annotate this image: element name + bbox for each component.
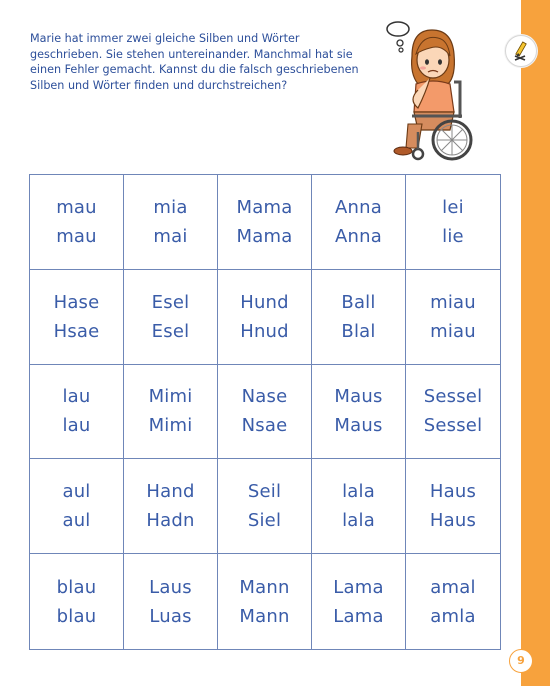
grid-cell <box>406 554 500 649</box>
page-edge-band <box>521 0 550 686</box>
word-bottom[interactable]: Esel <box>151 320 190 342</box>
page-number: 9 <box>509 649 533 673</box>
word-top[interactable]: Mama <box>236 196 293 218</box>
word-top[interactable]: lala <box>342 481 375 503</box>
grid-cell <box>312 365 406 460</box>
word-bottom[interactable]: aul <box>62 510 91 532</box>
task-instructions: Marie hat immer zwei gleiche Silben und Wörter geschrieben. Sie stehen untereinander. Manchmal hat sie einen Fehler gemacht. Kannst du die falsch geschriebenen Silben und Wörter finden und durchstreichen? <box>30 32 359 92</box>
grid-cell <box>312 270 406 365</box>
word-bottom[interactable]: Mimi <box>148 415 193 437</box>
grid-cell <box>30 554 124 649</box>
word-top[interactable]: Lama <box>333 576 384 598</box>
word-bottom[interactable]: Lama <box>333 605 384 627</box>
word-top[interactable]: Seil <box>247 481 282 503</box>
word-bottom[interactable]: Nsae <box>241 415 288 437</box>
word-top[interactable]: Mimi <box>148 386 193 408</box>
word-top[interactable]: Sessel <box>423 386 483 408</box>
grid-cell <box>218 365 312 460</box>
word-bottom[interactable]: amla <box>430 605 476 627</box>
grid-cell <box>312 554 406 649</box>
word-bottom[interactable]: lie <box>442 225 464 247</box>
grid-cell <box>312 459 406 554</box>
word-bottom[interactable]: Hadn <box>146 510 195 532</box>
word-bottom[interactable]: mau <box>56 225 97 247</box>
grid-cell <box>30 175 124 270</box>
word-top[interactable]: Maus <box>334 386 383 408</box>
word-top[interactable]: Haus <box>429 481 477 503</box>
word-bottom[interactable]: Luas <box>149 605 192 627</box>
word-top[interactable]: Mann <box>239 576 290 598</box>
word-top[interactable]: aul <box>62 481 91 503</box>
word-bottom[interactable]: Siel <box>247 510 282 532</box>
word-top[interactable]: Laus <box>149 576 192 598</box>
word-top[interactable]: Hase <box>53 291 100 313</box>
word-bottom[interactable]: Maus <box>334 415 383 437</box>
word-top[interactable]: Esel <box>151 291 190 313</box>
word-top[interactable]: amal <box>430 576 476 598</box>
word-top[interactable]: lei <box>442 196 464 218</box>
word-bottom[interactable]: Hsae <box>53 320 100 342</box>
word-bottom[interactable]: miau <box>430 320 476 342</box>
grid-cell <box>30 365 124 460</box>
word-top[interactable]: mau <box>56 196 97 218</box>
word-top[interactable]: Nase <box>241 386 288 408</box>
word-top[interactable]: mia <box>153 196 188 218</box>
word-bottom[interactable]: Blal <box>341 320 376 342</box>
grid-cell <box>406 459 500 554</box>
word-bottom[interactable]: Haus <box>429 510 477 532</box>
grid-cell <box>406 270 500 365</box>
grid-cell <box>30 270 124 365</box>
word-top[interactable]: Ball <box>341 291 376 313</box>
grid-cell <box>124 459 218 554</box>
girl-in-wheelchair-thinking <box>378 12 478 164</box>
grid-cell <box>124 175 218 270</box>
word-top[interactable]: Hund <box>240 291 289 313</box>
grid-cell <box>218 459 312 554</box>
grid-cell <box>124 270 218 365</box>
word-bottom[interactable]: Anna <box>335 225 382 247</box>
grid-cell <box>218 270 312 365</box>
word-top[interactable]: Hand <box>146 481 195 503</box>
word-bottom[interactable]: lau <box>62 415 91 437</box>
word-top[interactable]: blau <box>56 576 97 598</box>
word-bottom[interactable]: Mama <box>236 225 293 247</box>
word-top[interactable]: lau <box>62 386 91 408</box>
word-bottom[interactable]: mai <box>153 225 188 247</box>
word-bottom[interactable]: lala <box>342 510 375 532</box>
grid-cell <box>218 175 312 270</box>
grid-cell <box>218 554 312 649</box>
grid-cell <box>30 459 124 554</box>
grid-cell <box>124 365 218 460</box>
word-top[interactable]: Anna <box>335 196 382 218</box>
word-bottom[interactable]: Sessel <box>423 415 483 437</box>
grid-cell <box>312 175 406 270</box>
word-grid <box>29 174 501 650</box>
grid-cell <box>406 365 500 460</box>
word-bottom[interactable]: Hnud <box>240 320 289 342</box>
word-bottom[interactable]: blau <box>56 605 97 627</box>
pencil-crossed-icon <box>505 35 537 67</box>
word-top[interactable]: miau <box>430 291 476 313</box>
grid-cell <box>124 554 218 649</box>
word-bottom[interactable]: Mann <box>239 605 290 627</box>
grid-cell <box>406 175 500 270</box>
